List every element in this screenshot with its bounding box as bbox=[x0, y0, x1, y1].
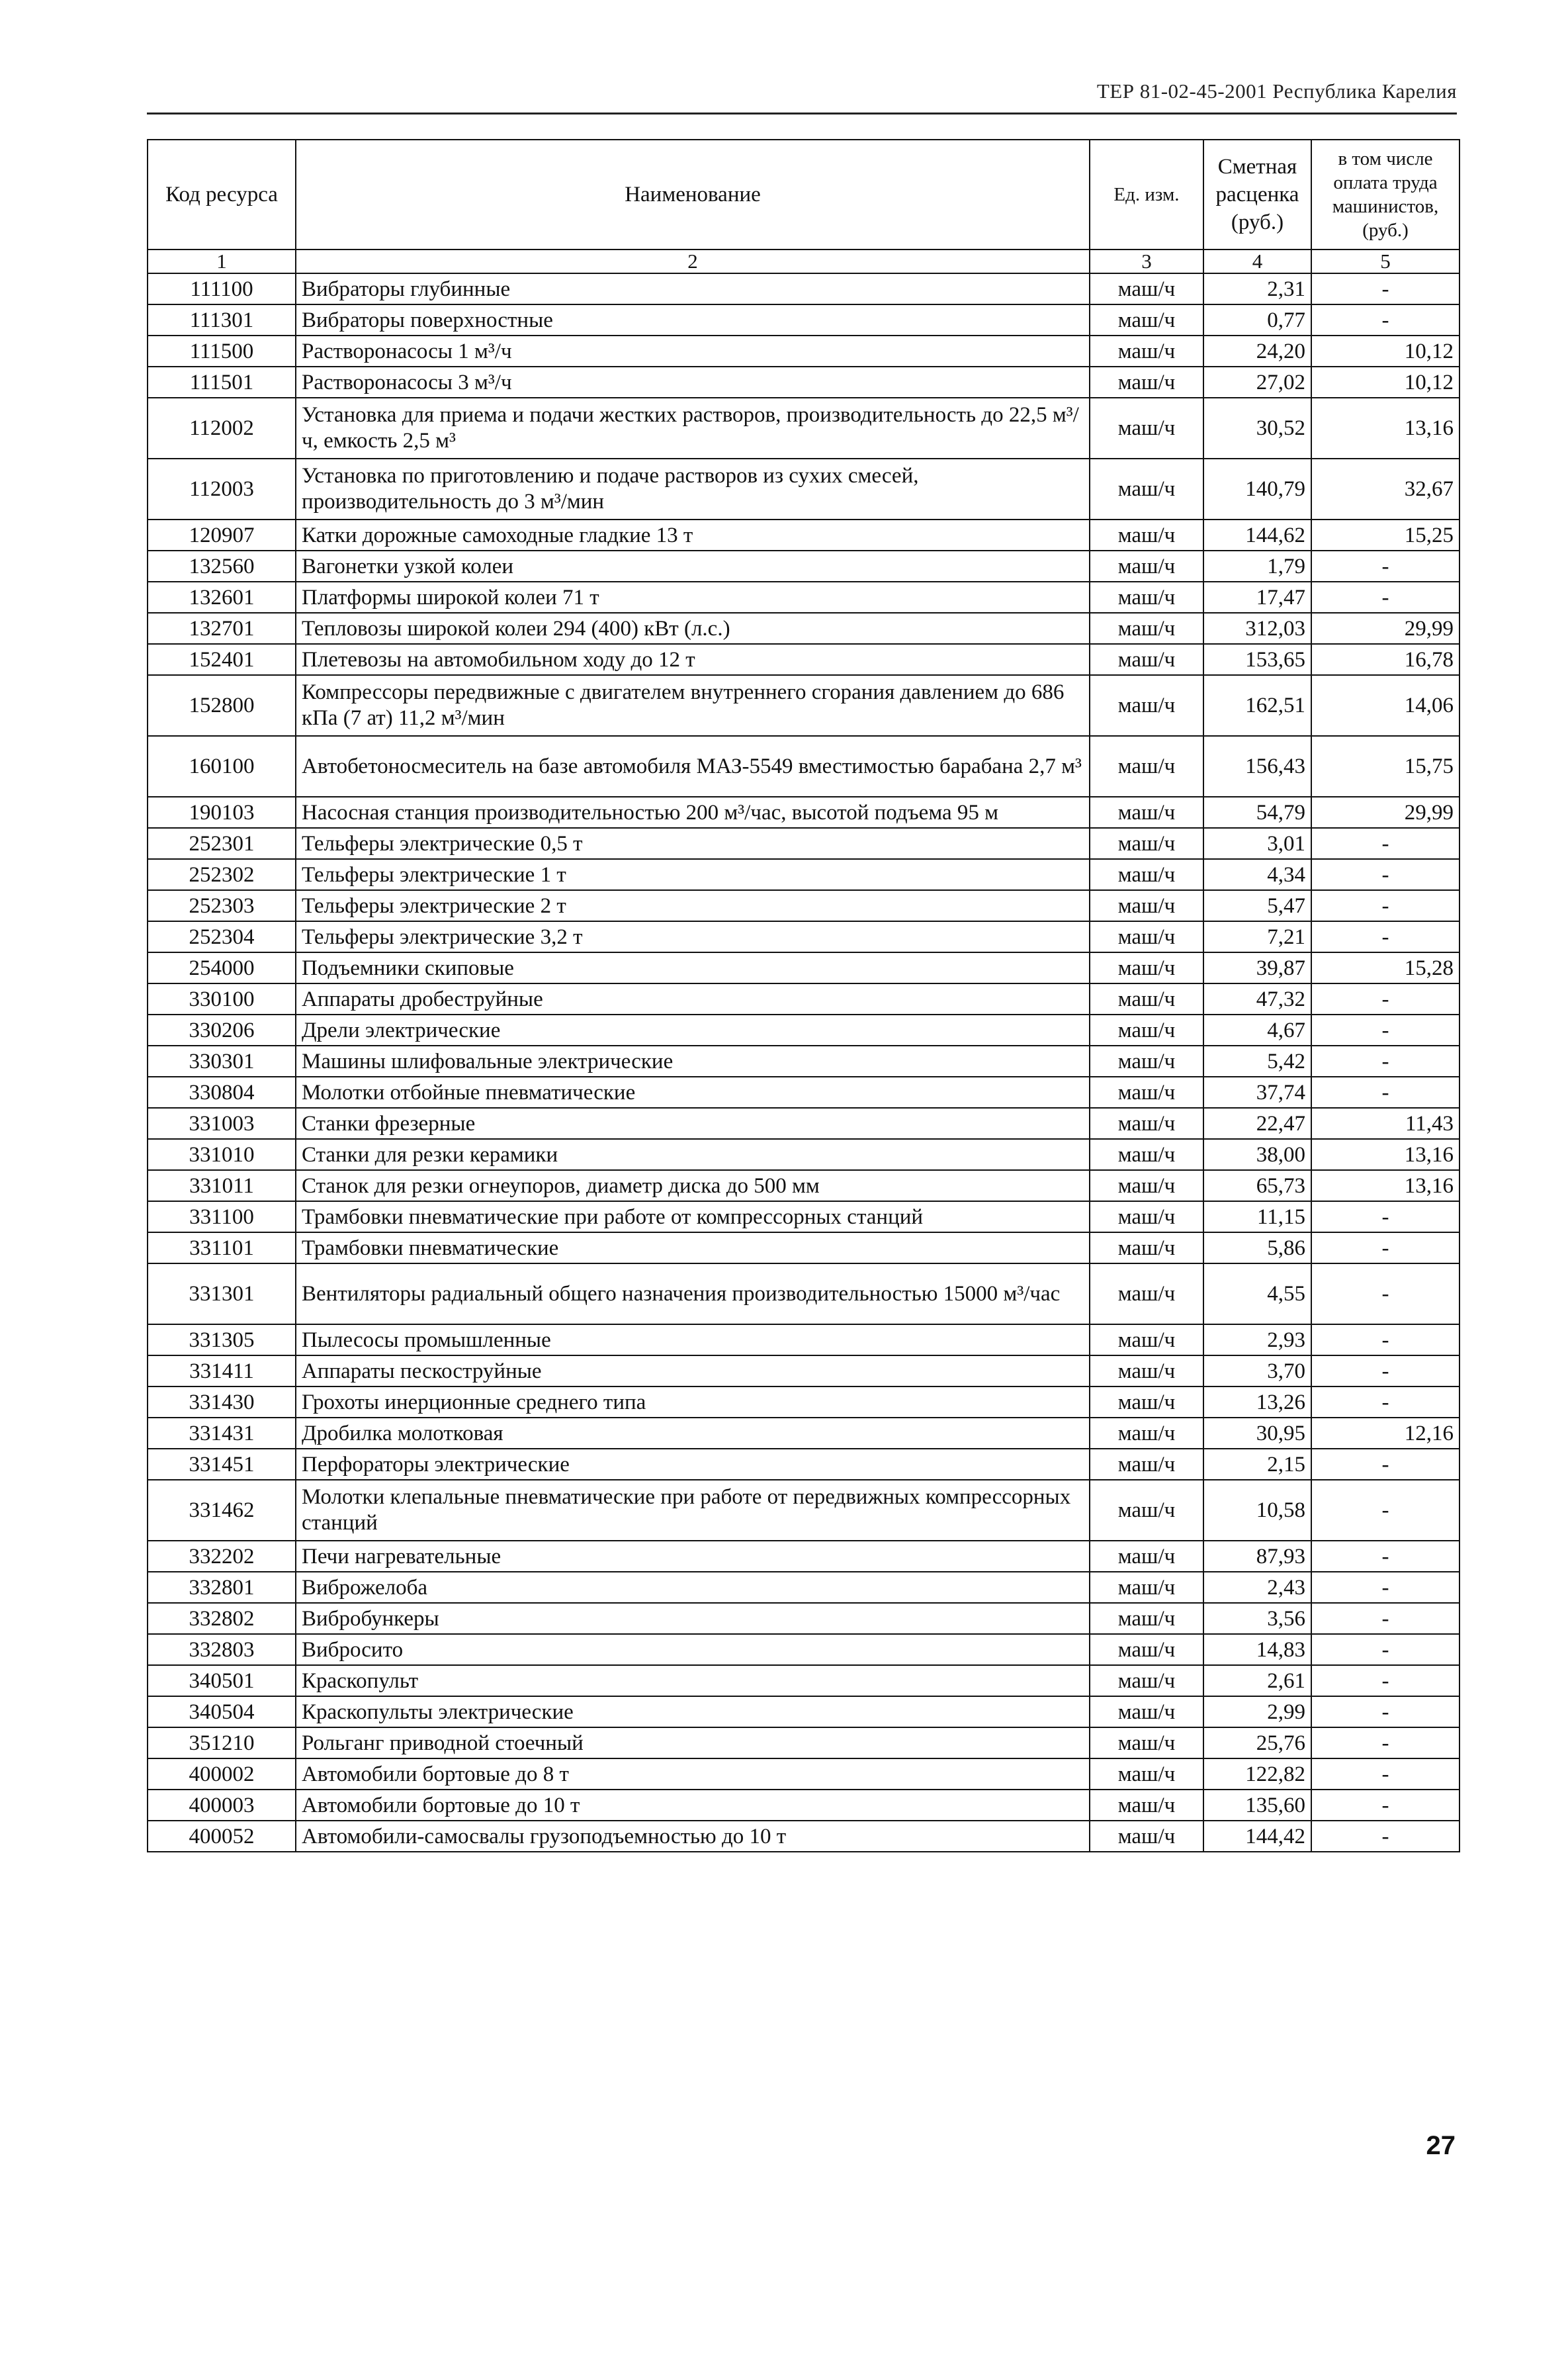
cell-price: 140,79 bbox=[1203, 459, 1311, 520]
cell-code: 331411 bbox=[148, 1355, 296, 1387]
cell-name: Автобетоносмеситель на базе автомобиля МАЗ-5549 вместимостью барабана 2,7 м³ bbox=[296, 736, 1090, 797]
cell-name: Краскопульты электрические bbox=[296, 1696, 1090, 1727]
cell-name: Установка для приема и подачи жестких растворов, производительность до 22,5 м³/ч, емкость 2,5 м³ bbox=[296, 398, 1090, 459]
cell-name: Растворонасосы 1 м³/ч bbox=[296, 336, 1090, 367]
cell-code: 331011 bbox=[148, 1170, 296, 1201]
cell-labor: 15,28 bbox=[1311, 952, 1459, 983]
table-row bbox=[148, 797, 1459, 828]
header-code: Код ресурса bbox=[148, 140, 296, 250]
cell-code: 330301 bbox=[148, 1046, 296, 1077]
cell-price: 1,79 bbox=[1203, 551, 1311, 582]
table-row bbox=[148, 828, 1459, 859]
cell-code: 331010 bbox=[148, 1139, 296, 1170]
cell-code: 331101 bbox=[148, 1232, 296, 1263]
cell-labor: - bbox=[1311, 1634, 1459, 1665]
table-row bbox=[148, 1790, 1459, 1821]
cell-name: Тепловозы широкой колеи 294 (400) кВт (л.с.) bbox=[296, 613, 1090, 644]
cell-unit: маш/ч bbox=[1090, 1077, 1203, 1108]
cell-code: 331305 bbox=[148, 1324, 296, 1355]
cell-unit: маш/ч bbox=[1090, 1665, 1203, 1696]
table-row bbox=[148, 459, 1459, 520]
table-row bbox=[148, 613, 1459, 644]
cell-unit: маш/ч bbox=[1090, 1727, 1203, 1758]
cell-code: 111301 bbox=[148, 304, 296, 336]
cell-name: Виброжелоба bbox=[296, 1572, 1090, 1603]
cell-code: 152401 bbox=[148, 644, 296, 675]
cell-price: 25,76 bbox=[1203, 1727, 1311, 1758]
cell-labor: - bbox=[1311, 1232, 1459, 1263]
cell-code: 331100 bbox=[148, 1201, 296, 1232]
cell-name: Аппараты дробеструйные bbox=[296, 983, 1090, 1015]
cell-name: Тельферы электрические 1 т bbox=[296, 859, 1090, 890]
table-row bbox=[148, 1355, 1459, 1387]
cell-price: 87,93 bbox=[1203, 1541, 1311, 1572]
table-row bbox=[148, 1696, 1459, 1727]
table-row bbox=[148, 644, 1459, 675]
page-number: 27 bbox=[1426, 2131, 1456, 2160]
header-labor: в том числе оплата труда машинистов, (руб.) bbox=[1311, 140, 1459, 250]
cell-code: 330804 bbox=[148, 1077, 296, 1108]
cell-unit: маш/ч bbox=[1090, 1046, 1203, 1077]
table-row bbox=[148, 859, 1459, 890]
cell-name: Краскопульт bbox=[296, 1665, 1090, 1696]
column-number: 1 bbox=[148, 250, 296, 273]
table-row bbox=[148, 1572, 1459, 1603]
cell-code: 252302 bbox=[148, 859, 296, 890]
table-row bbox=[148, 890, 1459, 921]
cell-price: 37,74 bbox=[1203, 1077, 1311, 1108]
cell-price: 0,77 bbox=[1203, 304, 1311, 336]
cell-unit: маш/ч bbox=[1090, 1139, 1203, 1170]
column-number: 5 bbox=[1311, 250, 1459, 273]
cell-code: 112003 bbox=[148, 459, 296, 520]
cell-price: 10,58 bbox=[1203, 1480, 1311, 1541]
table-row bbox=[148, 582, 1459, 613]
cell-labor: 14,06 bbox=[1311, 675, 1459, 736]
cell-price: 2,61 bbox=[1203, 1665, 1311, 1696]
cell-unit: маш/ч bbox=[1090, 336, 1203, 367]
cell-labor: - bbox=[1311, 1015, 1459, 1046]
cell-unit: маш/ч bbox=[1090, 1790, 1203, 1821]
table-row bbox=[148, 1665, 1459, 1696]
cell-unit: маш/ч bbox=[1090, 520, 1203, 551]
cell-labor: - bbox=[1311, 273, 1459, 304]
cell-code: 132601 bbox=[148, 582, 296, 613]
cell-unit: маш/ч bbox=[1090, 1634, 1203, 1665]
cell-unit: маш/ч bbox=[1090, 644, 1203, 675]
cell-name: Тельферы электрические 0,5 т bbox=[296, 828, 1090, 859]
cell-labor: - bbox=[1311, 1696, 1459, 1727]
cell-unit: маш/ч bbox=[1090, 613, 1203, 644]
cell-unit: маш/ч bbox=[1090, 1387, 1203, 1418]
cell-code: 400052 bbox=[148, 1821, 296, 1852]
cell-name: Перфораторы электрические bbox=[296, 1449, 1090, 1480]
cell-price: 17,47 bbox=[1203, 582, 1311, 613]
cell-name: Тельферы электрические 2 т bbox=[296, 890, 1090, 921]
cell-code: 111500 bbox=[148, 336, 296, 367]
cell-labor: - bbox=[1311, 551, 1459, 582]
table-row bbox=[148, 1727, 1459, 1758]
cell-labor: - bbox=[1311, 859, 1459, 890]
cell-labor: - bbox=[1311, 983, 1459, 1015]
cell-labor: - bbox=[1311, 921, 1459, 952]
cell-name: Вибробункеры bbox=[296, 1603, 1090, 1634]
cell-price: 4,55 bbox=[1203, 1263, 1311, 1324]
cell-labor: - bbox=[1311, 1324, 1459, 1355]
cell-name: Станок для резки огнеупоров, диаметр диска до 500 мм bbox=[296, 1170, 1090, 1201]
cell-price: 2,99 bbox=[1203, 1696, 1311, 1727]
table-row bbox=[148, 1541, 1459, 1572]
table-row bbox=[148, 1170, 1459, 1201]
column-number: 3 bbox=[1090, 250, 1203, 273]
cell-labor: - bbox=[1311, 304, 1459, 336]
cell-unit: маш/ч bbox=[1090, 304, 1203, 336]
cell-unit: маш/ч bbox=[1090, 459, 1203, 520]
table-row bbox=[148, 1480, 1459, 1541]
cell-name: Растворонасосы 3 м³/ч bbox=[296, 367, 1090, 398]
cell-price: 4,67 bbox=[1203, 1015, 1311, 1046]
cell-labor: - bbox=[1311, 1821, 1459, 1852]
cell-unit: маш/ч bbox=[1090, 1263, 1203, 1324]
cell-name: Автомобили бортовые до 10 т bbox=[296, 1790, 1090, 1821]
cell-labor: 12,16 bbox=[1311, 1418, 1459, 1449]
cell-labor: - bbox=[1311, 828, 1459, 859]
cell-name: Подъемники скиповые bbox=[296, 952, 1090, 983]
table-row bbox=[148, 1046, 1459, 1077]
cell-unit: маш/ч bbox=[1090, 1355, 1203, 1387]
table-row bbox=[148, 1015, 1459, 1046]
cell-price: 11,15 bbox=[1203, 1201, 1311, 1232]
cell-price: 24,20 bbox=[1203, 336, 1311, 367]
table-row bbox=[148, 1603, 1459, 1634]
cell-labor: - bbox=[1311, 1665, 1459, 1696]
column-number: 4 bbox=[1203, 250, 1311, 273]
cell-name: Автомобили бортовые до 8 т bbox=[296, 1758, 1090, 1790]
cell-name: Молотки отбойные пневматические bbox=[296, 1077, 1090, 1108]
cell-unit: маш/ч bbox=[1090, 1821, 1203, 1852]
cell-labor: - bbox=[1311, 1355, 1459, 1387]
cell-unit: маш/ч bbox=[1090, 797, 1203, 828]
cell-code: 132560 bbox=[148, 551, 296, 582]
running-title: ТЕР 81-02-45-2001 Республика Карелия bbox=[1096, 79, 1457, 103]
cell-price: 2,43 bbox=[1203, 1572, 1311, 1603]
cell-labor: 10,12 bbox=[1311, 336, 1459, 367]
cell-code: 340501 bbox=[148, 1665, 296, 1696]
cell-labor: 10,12 bbox=[1311, 367, 1459, 398]
cell-labor: - bbox=[1311, 1480, 1459, 1541]
cell-labor: - bbox=[1311, 1387, 1459, 1418]
cell-code: 331301 bbox=[148, 1263, 296, 1324]
cell-unit: маш/ч bbox=[1090, 582, 1203, 613]
table-row bbox=[148, 367, 1459, 398]
cell-labor: - bbox=[1311, 1603, 1459, 1634]
cell-labor: - bbox=[1311, 1201, 1459, 1232]
cell-unit: маш/ч bbox=[1090, 1541, 1203, 1572]
cell-code: 351210 bbox=[148, 1727, 296, 1758]
cell-code: 112002 bbox=[148, 398, 296, 459]
cell-name: Пылесосы промышленные bbox=[296, 1324, 1090, 1355]
cell-price: 144,42 bbox=[1203, 1821, 1311, 1852]
cell-code: 331462 bbox=[148, 1480, 296, 1541]
cell-name: Молотки клепальные пневматические при работе от передвижных компрессорных станций bbox=[296, 1480, 1090, 1541]
cell-labor: - bbox=[1311, 890, 1459, 921]
cell-price: 162,51 bbox=[1203, 675, 1311, 736]
table-row bbox=[148, 675, 1459, 736]
cell-code: 332802 bbox=[148, 1603, 296, 1634]
column-numbers-row bbox=[148, 250, 1459, 273]
cell-name: Трамбовки пневматические bbox=[296, 1232, 1090, 1263]
cell-price: 47,32 bbox=[1203, 983, 1311, 1015]
cell-labor: - bbox=[1311, 1263, 1459, 1324]
cell-price: 5,86 bbox=[1203, 1232, 1311, 1263]
cell-price: 312,03 bbox=[1203, 613, 1311, 644]
table-row bbox=[148, 1201, 1459, 1232]
cell-labor: - bbox=[1311, 1077, 1459, 1108]
cell-code: 330206 bbox=[148, 1015, 296, 1046]
cell-labor: - bbox=[1311, 1727, 1459, 1758]
cell-name: Печи нагревательные bbox=[296, 1541, 1090, 1572]
cell-price: 122,82 bbox=[1203, 1758, 1311, 1790]
cell-unit: маш/ч bbox=[1090, 921, 1203, 952]
header-rule bbox=[147, 113, 1457, 114]
cell-price: 135,60 bbox=[1203, 1790, 1311, 1821]
cell-code: 400003 bbox=[148, 1790, 296, 1821]
cell-name: Вентиляторы радиальный общего назначения производительностью 15000 м³/час bbox=[296, 1263, 1090, 1324]
cell-unit: маш/ч bbox=[1090, 1480, 1203, 1541]
table-row bbox=[148, 1387, 1459, 1418]
header-unit: Ед. изм. bbox=[1090, 140, 1203, 250]
cell-code: 160100 bbox=[148, 736, 296, 797]
cell-price: 54,79 bbox=[1203, 797, 1311, 828]
cell-name: Катки дорожные самоходные гладкие 13 т bbox=[296, 520, 1090, 551]
cell-code: 332202 bbox=[148, 1541, 296, 1572]
cell-price: 3,01 bbox=[1203, 828, 1311, 859]
cell-labor: 15,25 bbox=[1311, 520, 1459, 551]
cell-labor: 16,78 bbox=[1311, 644, 1459, 675]
table-row bbox=[148, 520, 1459, 551]
cell-unit: маш/ч bbox=[1090, 736, 1203, 797]
cell-labor: 32,67 bbox=[1311, 459, 1459, 520]
table-row bbox=[148, 1108, 1459, 1139]
cell-code: 331451 bbox=[148, 1449, 296, 1480]
cell-code: 330100 bbox=[148, 983, 296, 1015]
cell-unit: маш/ч bbox=[1090, 1418, 1203, 1449]
cell-price: 38,00 bbox=[1203, 1139, 1311, 1170]
cell-price: 22,47 bbox=[1203, 1108, 1311, 1139]
cell-labor: 13,16 bbox=[1311, 1170, 1459, 1201]
cell-labor: 29,99 bbox=[1311, 613, 1459, 644]
cell-name: Станки для резки керамики bbox=[296, 1139, 1090, 1170]
cell-name: Тельферы электрические 3,2 т bbox=[296, 921, 1090, 952]
cell-price: 30,95 bbox=[1203, 1418, 1311, 1449]
table-row bbox=[148, 1077, 1459, 1108]
cell-unit: маш/ч bbox=[1090, 859, 1203, 890]
table-row bbox=[148, 1449, 1459, 1480]
cell-code: 252304 bbox=[148, 921, 296, 952]
cell-labor: - bbox=[1311, 1046, 1459, 1077]
cell-price: 3,56 bbox=[1203, 1603, 1311, 1634]
cell-unit: маш/ч bbox=[1090, 828, 1203, 859]
table-row bbox=[148, 398, 1459, 459]
table-row bbox=[148, 1634, 1459, 1665]
cell-code: 332801 bbox=[148, 1572, 296, 1603]
table-row bbox=[148, 304, 1459, 336]
table-row bbox=[148, 1232, 1459, 1263]
cell-labor: 15,75 bbox=[1311, 736, 1459, 797]
cell-price: 5,42 bbox=[1203, 1046, 1311, 1077]
cell-price: 7,21 bbox=[1203, 921, 1311, 952]
table-row bbox=[148, 983, 1459, 1015]
table-row bbox=[148, 1263, 1459, 1324]
cell-price: 39,87 bbox=[1203, 952, 1311, 983]
cell-code: 152800 bbox=[148, 675, 296, 736]
cell-unit: маш/ч bbox=[1090, 367, 1203, 398]
cell-unit: маш/ч bbox=[1090, 675, 1203, 736]
cell-price: 2,93 bbox=[1203, 1324, 1311, 1355]
cell-code: 252303 bbox=[148, 890, 296, 921]
cell-labor: - bbox=[1311, 1790, 1459, 1821]
cell-unit: маш/ч bbox=[1090, 1170, 1203, 1201]
cell-price: 30,52 bbox=[1203, 398, 1311, 459]
cell-unit: маш/ч bbox=[1090, 398, 1203, 459]
cell-name: Станки фрезерные bbox=[296, 1108, 1090, 1139]
cell-labor: 13,16 bbox=[1311, 1139, 1459, 1170]
cell-code: 331431 bbox=[148, 1418, 296, 1449]
cell-labor: - bbox=[1311, 1541, 1459, 1572]
cell-labor: 29,99 bbox=[1311, 797, 1459, 828]
cell-name: Машины шлифовальные электрические bbox=[296, 1046, 1090, 1077]
cell-unit: маш/ч bbox=[1090, 1696, 1203, 1727]
table-row bbox=[148, 921, 1459, 952]
cell-name: Грохоты инерционные среднего типа bbox=[296, 1387, 1090, 1418]
cell-labor: - bbox=[1311, 582, 1459, 613]
cell-labor: - bbox=[1311, 1758, 1459, 1790]
cell-code: 252301 bbox=[148, 828, 296, 859]
cell-labor: - bbox=[1311, 1572, 1459, 1603]
cell-name: Дробилка молотковая bbox=[296, 1418, 1090, 1449]
table-header-row bbox=[148, 140, 1459, 250]
cell-price: 4,34 bbox=[1203, 859, 1311, 890]
cell-code: 331003 bbox=[148, 1108, 296, 1139]
cell-unit: маш/ч bbox=[1090, 273, 1203, 304]
cell-price: 3,70 bbox=[1203, 1355, 1311, 1387]
cell-code: 254000 bbox=[148, 952, 296, 983]
cell-name: Вибраторы поверхностные bbox=[296, 304, 1090, 336]
cell-name: Плетевозы на автомобильном ходу до 12 т bbox=[296, 644, 1090, 675]
cell-name: Вагонетки узкой колеи bbox=[296, 551, 1090, 582]
table-row bbox=[148, 1324, 1459, 1355]
cell-name: Вибраторы глубинные bbox=[296, 273, 1090, 304]
cell-name: Установка по приготовлению и подаче растворов из сухих смесей, производительность до 3 м³/мин bbox=[296, 459, 1090, 520]
cell-unit: маш/ч bbox=[1090, 551, 1203, 582]
cell-price: 27,02 bbox=[1203, 367, 1311, 398]
column-number: 2 bbox=[296, 250, 1090, 273]
cell-labor: - bbox=[1311, 1449, 1459, 1480]
header-name: Наименование bbox=[296, 140, 1090, 250]
cell-unit: маш/ч bbox=[1090, 983, 1203, 1015]
cell-unit: маш/ч bbox=[1090, 1324, 1203, 1355]
cell-labor: 11,43 bbox=[1311, 1108, 1459, 1139]
cell-unit: маш/ч bbox=[1090, 952, 1203, 983]
cell-unit: маш/ч bbox=[1090, 1232, 1203, 1263]
cell-code: 340504 bbox=[148, 1696, 296, 1727]
cell-code: 111501 bbox=[148, 367, 296, 398]
cell-name: Аппараты пескоструйные bbox=[296, 1355, 1090, 1387]
table-row bbox=[148, 952, 1459, 983]
table-row bbox=[148, 336, 1459, 367]
cell-code: 332803 bbox=[148, 1634, 296, 1665]
cell-unit: маш/ч bbox=[1090, 1201, 1203, 1232]
cell-unit: маш/ч bbox=[1090, 1015, 1203, 1046]
resource-table bbox=[147, 139, 1460, 1852]
cell-unit: маш/ч bbox=[1090, 1108, 1203, 1139]
cell-price: 2,15 bbox=[1203, 1449, 1311, 1480]
cell-name: Автомобили-самосвалы грузоподъемностью до 10 т bbox=[296, 1821, 1090, 1852]
cell-code: 190103 bbox=[148, 797, 296, 828]
cell-name: Платформы широкой колеи 71 т bbox=[296, 582, 1090, 613]
cell-labor: 13,16 bbox=[1311, 398, 1459, 459]
cell-name: Насосная станция производительностью 200 м³/час, высотой подъема 95 м bbox=[296, 797, 1090, 828]
header-price: Сметная расценка (руб.) bbox=[1203, 140, 1311, 250]
cell-name: Дрели электрические bbox=[296, 1015, 1090, 1046]
cell-code: 132701 bbox=[148, 613, 296, 644]
cell-price: 156,43 bbox=[1203, 736, 1311, 797]
cell-code: 331430 bbox=[148, 1387, 296, 1418]
cell-unit: маш/ч bbox=[1090, 1572, 1203, 1603]
cell-price: 14,83 bbox=[1203, 1634, 1311, 1665]
cell-code: 400002 bbox=[148, 1758, 296, 1790]
table-row bbox=[148, 551, 1459, 582]
cell-name: Трамбовки пневматические при работе от компрессорных станций bbox=[296, 1201, 1090, 1232]
table-row bbox=[148, 273, 1459, 304]
table-row bbox=[148, 736, 1459, 797]
cell-unit: маш/ч bbox=[1090, 1758, 1203, 1790]
cell-price: 5,47 bbox=[1203, 890, 1311, 921]
cell-name: Компрессоры передвижные с двигателем внутреннего сгорания давлением до 686 кПа (7 ат) 11,2 м³/мин bbox=[296, 675, 1090, 736]
cell-name: Вибросито bbox=[296, 1634, 1090, 1665]
cell-unit: маш/ч bbox=[1090, 1603, 1203, 1634]
cell-price: 65,73 bbox=[1203, 1170, 1311, 1201]
table-row bbox=[148, 1821, 1459, 1852]
table-row bbox=[148, 1418, 1459, 1449]
cell-price: 2,31 bbox=[1203, 273, 1311, 304]
cell-unit: маш/ч bbox=[1090, 890, 1203, 921]
cell-price: 144,62 bbox=[1203, 520, 1311, 551]
cell-unit: маш/ч bbox=[1090, 1449, 1203, 1480]
cell-code: 111100 bbox=[148, 273, 296, 304]
table-row bbox=[148, 1139, 1459, 1170]
cell-name: Рольганг приводной стоечный bbox=[296, 1727, 1090, 1758]
table-row bbox=[148, 1758, 1459, 1790]
cell-price: 153,65 bbox=[1203, 644, 1311, 675]
cell-code: 120907 bbox=[148, 520, 296, 551]
cell-price: 13,26 bbox=[1203, 1387, 1311, 1418]
